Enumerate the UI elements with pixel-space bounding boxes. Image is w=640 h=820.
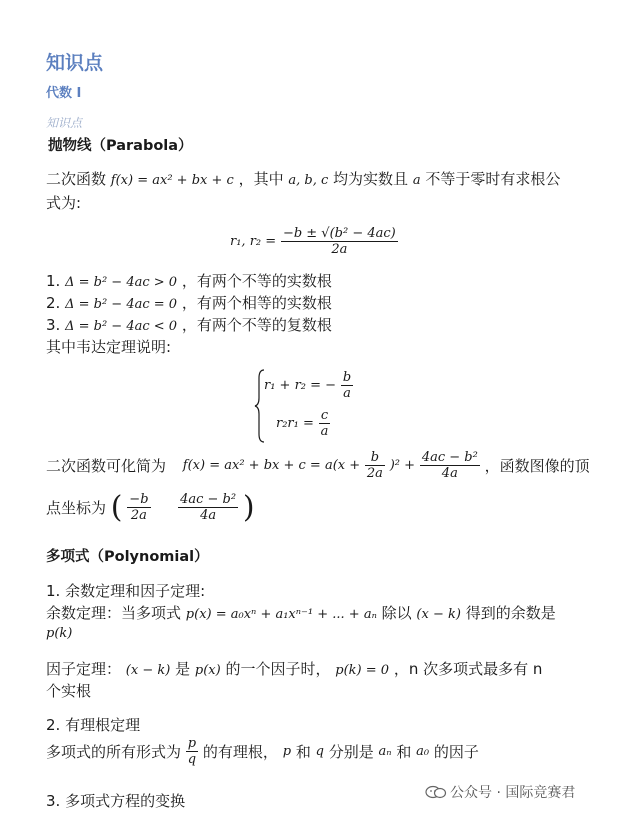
root-formula [230, 226, 398, 257]
vertex-form-fraction1 [365, 450, 385, 481]
text: 二次函数 [46, 170, 107, 188]
numerator: −b [129, 492, 149, 507]
vieta-product-lhs: r₂r₁ = [276, 416, 314, 431]
remainder-theorem [46, 602, 556, 623]
discriminant-case-2 [46, 292, 332, 313]
case-formula: Δ = b² − 4ac > 0 [65, 275, 178, 290]
root-condition: p(k) = 0 [335, 663, 390, 678]
factor-theorem-line2: 个实根 [46, 682, 92, 700]
var-an: aₙ [378, 744, 392, 759]
text: 不等于零时有求根公 [425, 170, 561, 188]
vertex-y-fraction [178, 492, 238, 523]
vieta-system [254, 368, 352, 442]
var-q: q [315, 744, 324, 759]
text: 点坐标为 [46, 499, 107, 517]
text: 得到的余数是 [465, 604, 556, 622]
remainder-result: p(k) [46, 626, 73, 641]
vieta-product [276, 408, 330, 439]
discriminant-case-1 [46, 270, 332, 291]
text: 和 [295, 743, 311, 761]
case-formula: Δ = b² − 4ac = 0 [65, 297, 178, 312]
case-number: 2. [46, 294, 61, 312]
numerator: 4ac − b² [421, 450, 478, 465]
case-formula: Δ = b² − 4ac < 0 [65, 319, 178, 334]
text: 余数定理：当多项式 [46, 604, 182, 622]
numerator: c [319, 408, 331, 424]
text: 因子定理： [46, 660, 122, 678]
heading-main: 知识点 [46, 52, 104, 74]
denominator: 2a [366, 466, 383, 481]
denominator: 4a [441, 466, 458, 481]
vieta-sum-fraction [341, 370, 353, 401]
wechat-icon [425, 785, 447, 799]
rational-fraction [186, 736, 198, 767]
text: 分别是 [328, 743, 374, 761]
poly-item-2: 2. 有理根定理 [46, 716, 141, 734]
vertex-line [46, 490, 255, 525]
coefficient-a: a [412, 173, 421, 188]
vieta-product-fraction [319, 408, 331, 439]
root-denominator: 2a [331, 242, 348, 257]
numerator: b [365, 450, 385, 466]
section-title-polynomial: 多项式（Polynomial） [46, 549, 209, 565]
var-a0: a₀ [416, 744, 430, 759]
root-lhs: r₁, r₂ = [230, 234, 277, 249]
case-number: 3. [46, 316, 61, 334]
poly-item-3: 3. 多项式方程的变换 [46, 792, 186, 810]
section-title-parabola: 抛物线（Parabola） [48, 138, 193, 154]
watermark-text: 公众号 · 国际竞赛君 [450, 785, 576, 801]
right-paren: ) [242, 490, 255, 525]
numerator: p [187, 736, 197, 751]
text: ，n 次多项式最多有 n [393, 660, 543, 678]
divisor: (x − k) [416, 607, 461, 622]
heading-sub: 代数 I [46, 86, 82, 101]
text: 二次函数可化简为 [46, 457, 167, 475]
left-paren: ( [110, 490, 123, 525]
text: 的一个因子时， [225, 660, 331, 678]
denominator: a [320, 424, 329, 439]
text: 的有理根， [202, 743, 278, 761]
coefficients: a, b, c [288, 173, 329, 188]
quadratic-definition-line1 [46, 168, 560, 189]
case-text: ，有两个不等的复数根 [181, 316, 332, 334]
vieta-sum [264, 370, 353, 401]
rational-root-theorem [46, 736, 479, 767]
text: 和 [396, 743, 412, 761]
vertex-form-fraction2 [420, 450, 480, 481]
heading-small: 知识点 [46, 116, 83, 130]
text: 是 [175, 660, 191, 678]
poly-item-1: 1. 余数定理和因子定理: [46, 582, 206, 600]
quadratic-definition-line2: 式为: [46, 194, 82, 212]
vertex-form-part2: )² + [389, 458, 416, 473]
vieta-sum-lhs: r₁ + r₂ = − [264, 378, 337, 393]
text: 均为实数且 [333, 170, 409, 188]
discriminant-case-3 [46, 314, 332, 335]
text: 的因子 [433, 743, 479, 761]
root-numerator: −b ± √(b² − 4ac) [282, 226, 396, 241]
denominator: 2a [130, 508, 147, 523]
text: 除以 [381, 604, 412, 622]
text: ，其中 [238, 170, 284, 188]
var-p: p [282, 744, 292, 759]
vieta-intro: 其中韦达定理说明: [46, 338, 172, 356]
case-text: ，有两个相等的实数根 [181, 294, 332, 312]
case-text: ，有两个不等的实数根 [181, 272, 332, 290]
denominator: q [187, 752, 197, 767]
polynomial: p(x) [194, 663, 221, 678]
quadratic-formula-inline: f(x) = ax² + bx + c [110, 173, 234, 188]
numerator: b [342, 370, 352, 385]
factor-theorem [46, 658, 542, 679]
factor: (x − k) [125, 663, 171, 678]
case-number: 1. [46, 272, 61, 290]
text: 多项式的所有形式为 [46, 743, 182, 761]
vertex-form-line [46, 450, 590, 481]
vertex-form-part1: f(x) = ax² + bx + c = a(x + [182, 458, 361, 473]
denominator: 4a [200, 508, 217, 523]
polynomial-formula: p(x) = a₀xⁿ + a₁xⁿ⁻¹ + ... + aₙ [185, 607, 377, 622]
numerator: 4ac − b² [180, 492, 237, 507]
vertex-x-fraction [127, 492, 150, 523]
root-fraction [281, 226, 398, 257]
text: ，函数图像的顶 [484, 457, 590, 475]
denominator: a [343, 386, 351, 401]
